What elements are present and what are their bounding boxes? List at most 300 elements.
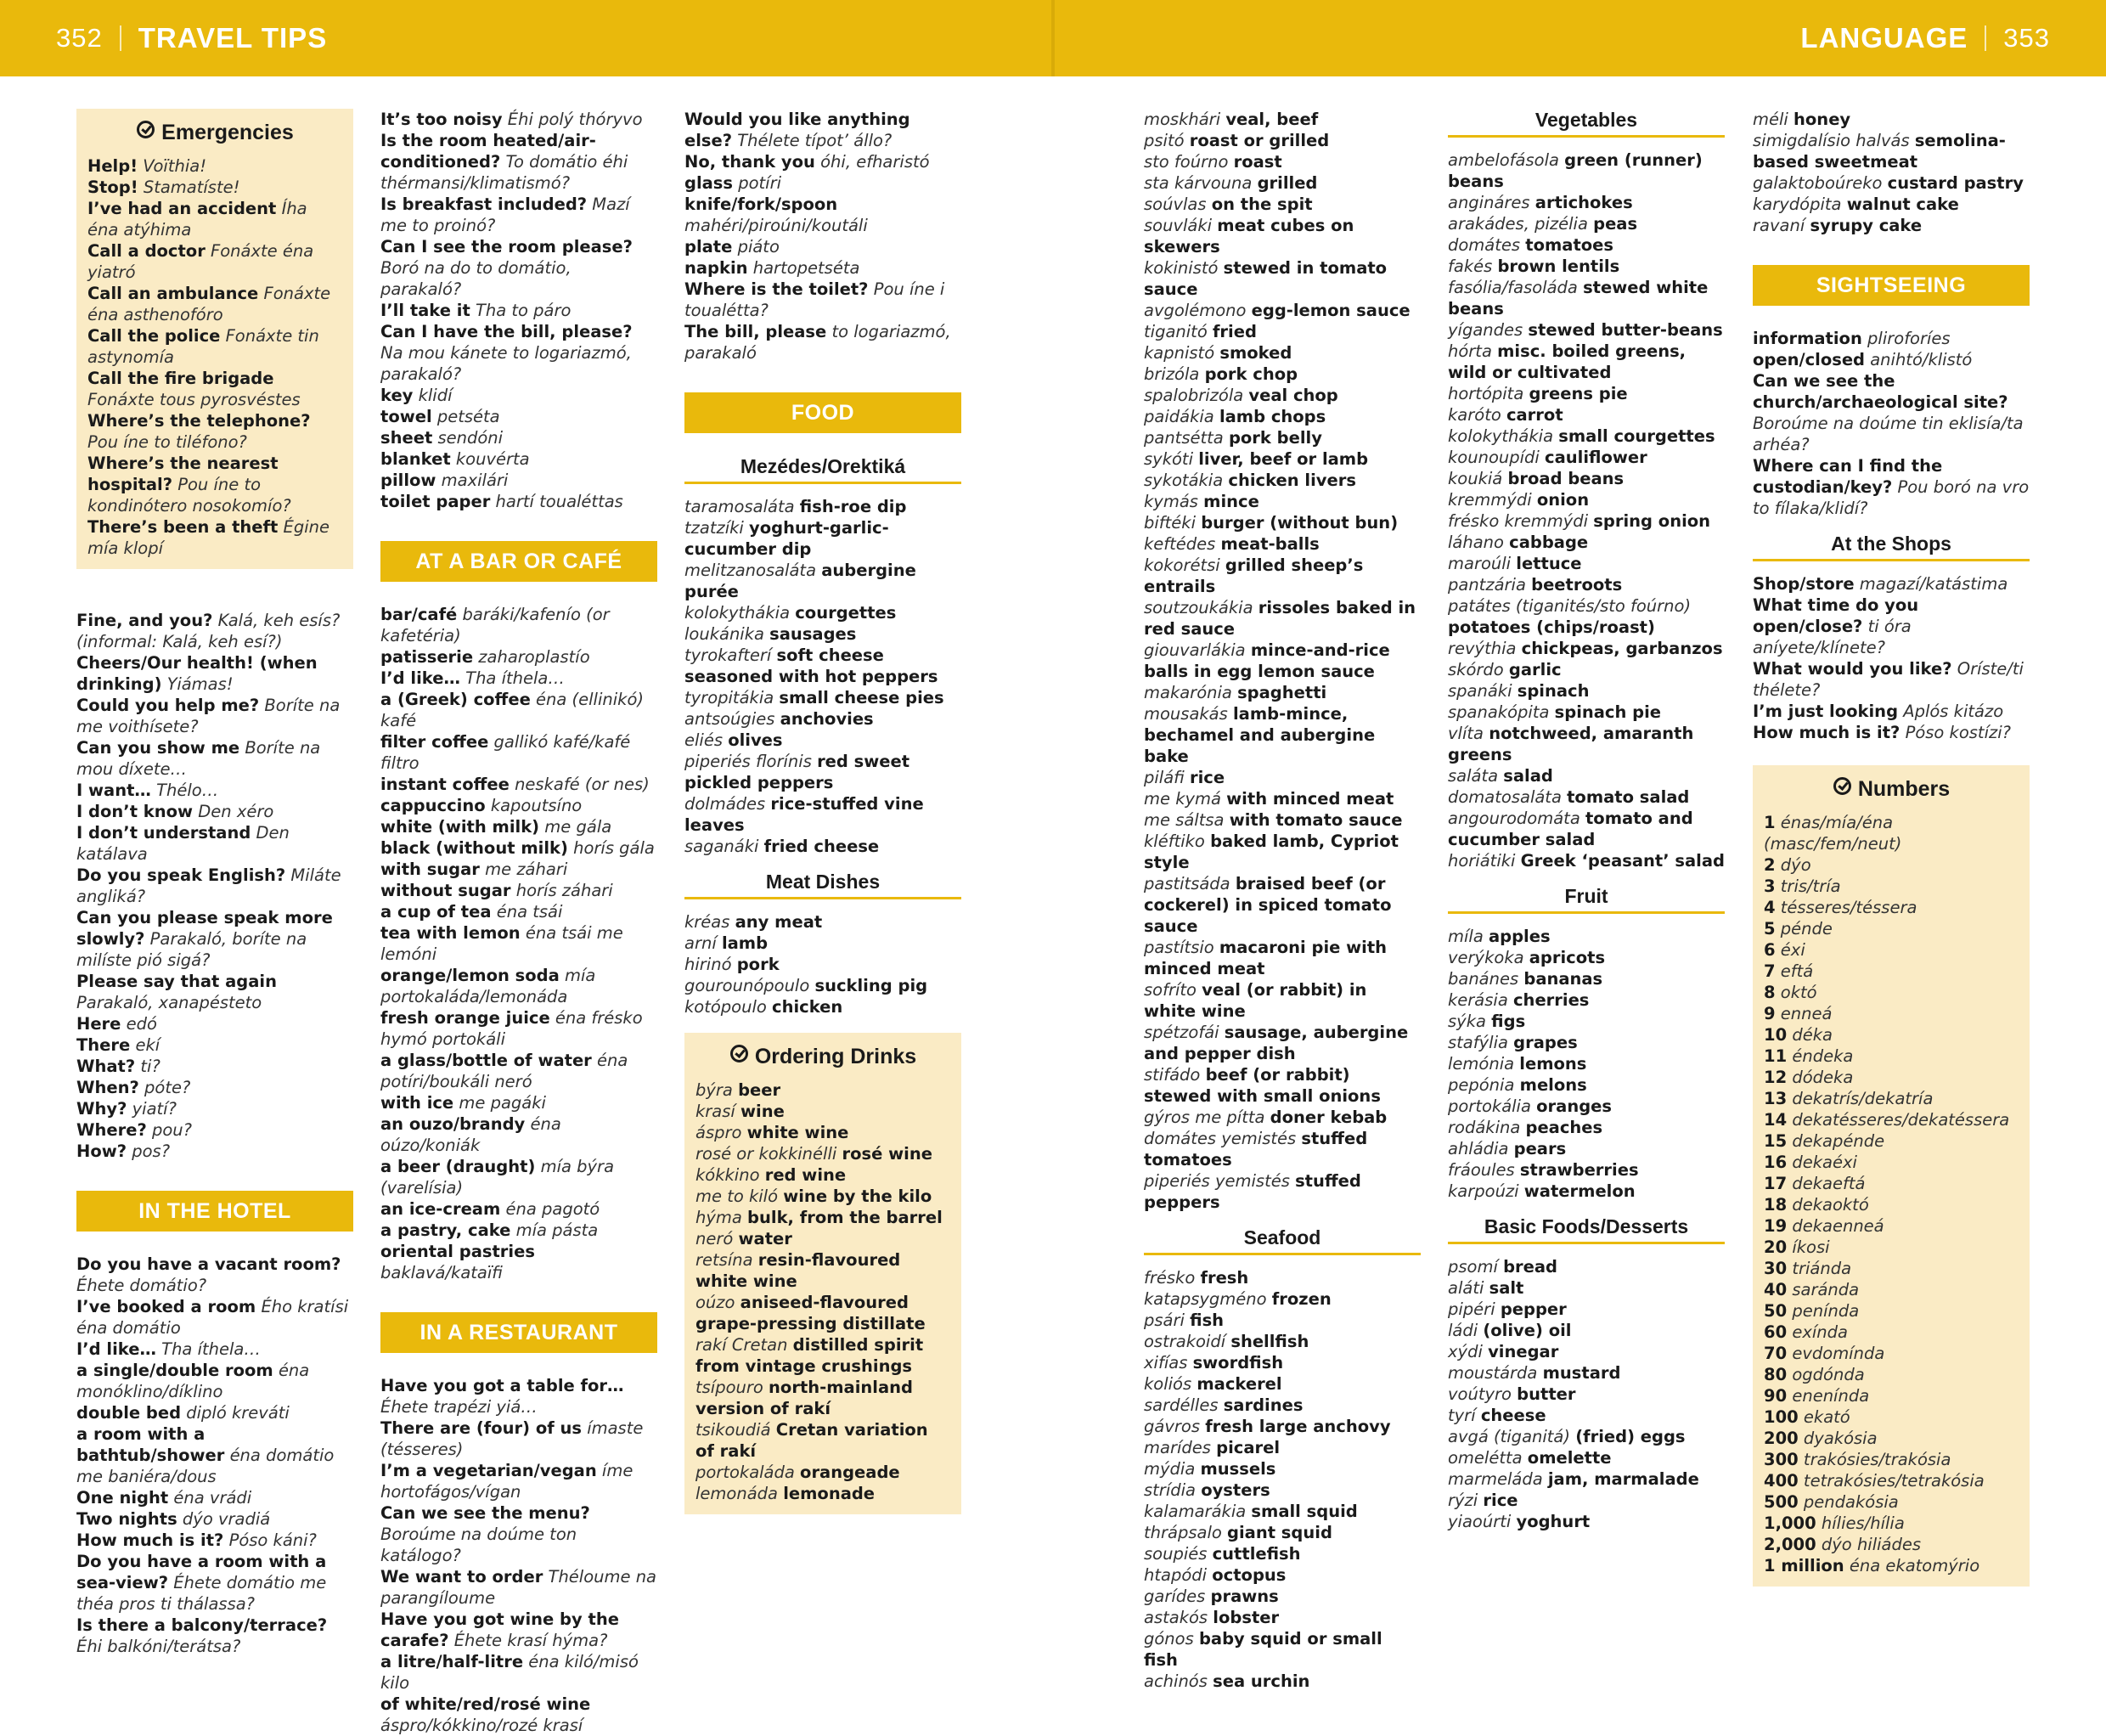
vocab-entry [1144, 1267, 1421, 1288]
greek-text: katapsygméno [1144, 1289, 1267, 1309]
vocab-entry [1448, 1096, 1725, 1117]
emergencies-box [76, 109, 353, 569]
phrase-entry [76, 1551, 353, 1615]
greek-text: me to kiló [695, 1186, 779, 1206]
english-text: lamb-mince, bechamel and aubergine bake [1144, 704, 1376, 766]
greek-text: angourodomáta [1448, 809, 1580, 828]
english-text: I don’t know [76, 802, 194, 821]
greek-text: penínda [1792, 1301, 1860, 1321]
english-text: an ouzo/brandy [380, 1114, 526, 1134]
english-text: anchovies [780, 709, 874, 729]
vocab-entry [1448, 213, 1725, 234]
vocab-entry [1448, 149, 1725, 192]
english-text: How? [76, 1141, 127, 1161]
english-text: onion [1536, 490, 1590, 510]
vocab-entry [1448, 723, 1725, 765]
english-text: The bill, please [684, 322, 827, 341]
greek-text: me sáltsa [1144, 810, 1225, 830]
greek-text: ogdónda [1792, 1365, 1865, 1384]
english-text: 90 [1764, 1386, 1788, 1406]
number-entry [1764, 897, 2019, 918]
number-entry [1764, 961, 2019, 982]
phrase-entry [76, 1487, 353, 1508]
header-bar [0, 0, 2106, 76]
vocab-entry [1448, 1181, 1725, 1202]
english-text: 14 [1764, 1110, 1788, 1130]
vocab-entry [1144, 788, 1421, 809]
number-entry [1764, 1513, 2019, 1534]
english-text: an ice-cream [380, 1199, 501, 1219]
english-text: Where’s the telephone? [87, 411, 311, 431]
greek-text: kerásia [1448, 990, 1508, 1010]
greek-text: býra [695, 1080, 733, 1100]
vocab-entry [1448, 426, 1725, 447]
english-text: oranges [1536, 1096, 1612, 1116]
greek-text: saláta [1448, 766, 1499, 786]
greek-text: éna tsái [496, 902, 563, 922]
vocab-entry [1144, 151, 1421, 172]
english-text: swordfish [1192, 1353, 1284, 1372]
english-text: key [380, 386, 414, 405]
greek-text: To domátio éhi thérmansi/klimatismó? [380, 152, 628, 193]
english-text: 6 [1764, 940, 1776, 960]
vocab-entry [1448, 489, 1725, 510]
greek-text: Fonáxte tous pyrosvéstes [87, 390, 301, 409]
number-entry [1764, 1449, 2019, 1470]
greek-text: maxilári [441, 471, 509, 490]
greek-text: brizóla [1144, 364, 1200, 384]
greek-text: sykotákia [1144, 471, 1224, 490]
greek-text: frésko kremmýdi [1448, 511, 1589, 531]
greek-text: októ [1780, 983, 1817, 1002]
english-text: bar/café [380, 605, 458, 624]
greek-text: Fonáxte éna asthenofóro [87, 284, 331, 324]
greek-text: neskafé (or nes) [515, 775, 650, 794]
right-page-number: 353 [2003, 23, 2050, 53]
greek-text: ládi [1448, 1321, 1478, 1340]
english-text: with minced meat [1226, 789, 1394, 809]
greek-text: tsikoudiá [695, 1420, 771, 1440]
column-5 [1448, 109, 1725, 1532]
vocab-entry [1448, 808, 1725, 850]
greek-text: Voïthia! [143, 156, 207, 176]
phrase-entry [76, 1056, 353, 1077]
english-text: blanket [380, 449, 451, 469]
greek-text: angináres [1448, 193, 1530, 212]
greek-text: rodákina [1448, 1118, 1521, 1137]
vocab-entry [1144, 597, 1421, 640]
phrase-entry [87, 410, 343, 453]
english-text: with tomato sauce [1229, 810, 1403, 830]
english-text: sea urchin [1213, 1671, 1310, 1691]
greek-text: banánes [1448, 969, 1519, 989]
vocab-entry [1144, 364, 1421, 385]
greek-text: loukánika [684, 624, 764, 644]
vocab-entry [1144, 682, 1421, 703]
english-text: salt [1489, 1278, 1524, 1298]
greek-text: Boroúme na doúme ton katálogo? [380, 1525, 577, 1565]
phrase-entry [380, 1113, 657, 1156]
english-text: giant squid [1227, 1523, 1332, 1542]
phrase-entry [380, 1502, 657, 1566]
english-text: patisserie [380, 647, 474, 667]
english-text: rice [1483, 1491, 1518, 1510]
greek-text: mousakás [1144, 704, 1228, 724]
english-text: 100 [1764, 1407, 1799, 1427]
greek-text: ti óra aníyete/klínete? [1753, 617, 1912, 657]
greek-text: karpoúzi [1448, 1181, 1519, 1201]
vocab-entry [684, 836, 961, 857]
greek-text: trakósies/trakósia [1803, 1450, 1951, 1469]
number-entry [1764, 1322, 2019, 1343]
phrase-entry [76, 1296, 353, 1339]
phrase-entry [380, 1460, 657, 1502]
english-text: courgettes [795, 603, 897, 623]
english-text: greens pie [1529, 384, 1628, 403]
english-text: water [738, 1229, 792, 1248]
vocab-entry [1448, 1074, 1725, 1096]
phrase-entry [380, 604, 657, 646]
vocab-entry [684, 793, 961, 836]
phrase-entry [380, 1092, 657, 1113]
vocab-entry [1753, 194, 2030, 215]
english-text: toilet paper [380, 492, 491, 511]
english-text: olives [728, 730, 783, 750]
vocab-entry [1448, 926, 1725, 947]
greek-text: Parakaló, xanapésteto [76, 993, 262, 1012]
vocab-entry [695, 1079, 951, 1101]
greek-text: dekapénde [1792, 1131, 1885, 1151]
english-text: What? [76, 1057, 136, 1076]
greek-text: maroúli [1448, 554, 1512, 573]
english-text: fresh [1200, 1268, 1249, 1288]
greek-text: gávros [1144, 1417, 1200, 1436]
phrase-entry [380, 837, 657, 859]
vocab-entry [1448, 1138, 1725, 1159]
phrase-entry [87, 516, 343, 559]
english-text: veal, beef [1225, 110, 1319, 129]
greek-text: hýma [695, 1208, 742, 1227]
phrase-entry [684, 257, 961, 279]
greek-text: pepónia [1448, 1075, 1515, 1095]
greek-text: éna ekatomýrio [1849, 1556, 1980, 1575]
english-text: yoghurt-garlic-cucumber dip [684, 518, 889, 559]
phrase-entry [87, 453, 343, 516]
greek-text: evdomínda [1792, 1344, 1885, 1363]
number-entry [1764, 1237, 2019, 1258]
english-text: bananas [1523, 969, 1603, 989]
greek-text: éna monóklino/díklino [76, 1361, 310, 1401]
english-text: with ice [380, 1093, 454, 1113]
english-text: stewed butter-beans [1528, 320, 1723, 340]
vocab-entry [1144, 1331, 1421, 1352]
greek-text: Póso káni? [228, 1530, 317, 1550]
greek-text: Pou íne i toualétta? [684, 279, 945, 320]
greek-text: taramosaláta [684, 497, 795, 516]
greek-text: gónos [1144, 1629, 1194, 1649]
greek-text: Éhete domátio me théa pros ti thálassa? [76, 1573, 327, 1614]
english-text: fresh orange juice [380, 1008, 550, 1028]
phrase-entry [380, 689, 657, 731]
vocab-entry [1448, 1341, 1725, 1362]
english-text: Would you like anything else? [684, 110, 910, 150]
check-circle-icon [137, 121, 155, 138]
greek-text: me pagáki [459, 1093, 546, 1113]
vocab-entry [1448, 1277, 1725, 1299]
vocab-entry [1448, 1426, 1725, 1447]
greek-text: me gála [544, 817, 612, 837]
phrase-entry [1753, 701, 2030, 722]
phrase-entry [684, 321, 961, 364]
english-text: notchweed, amaranth greens [1448, 724, 1694, 764]
vocab-entry [1448, 1362, 1725, 1384]
phrase-entry [76, 737, 353, 780]
english-text: Help! [87, 156, 138, 176]
phrase-entry [76, 695, 353, 737]
greek-text: sofríto [1144, 980, 1197, 1000]
greek-text: lemónia [1448, 1054, 1515, 1074]
english-text: (olive) oil [1483, 1321, 1572, 1340]
seafood-subheading: Seafood [1144, 1226, 1421, 1255]
greek-text: pliroforíes [1867, 329, 1951, 348]
english-text: honey [1793, 110, 1851, 129]
english-text: aniseed-flavoured grape-pressing distillate [695, 1293, 926, 1333]
greek-text: horís gála [573, 838, 655, 858]
header-separator [1985, 25, 1986, 51]
english-text: rosé wine [842, 1144, 932, 1164]
greek-text: eliés [684, 730, 723, 750]
english-text: smoked [1219, 343, 1292, 363]
phrase-entry [684, 236, 961, 257]
greek-text: Íha éna atýhima [87, 199, 307, 240]
number-entry [1764, 918, 2019, 939]
phrase-entry [87, 177, 343, 198]
vocab-entry [1144, 809, 1421, 831]
greek-text: dipló kreváti [186, 1403, 290, 1423]
english-text: What would you like? [1753, 659, 1952, 679]
greek-text: Éhi balkóni/terátsa? [76, 1637, 241, 1656]
vocab-entry [1753, 109, 2030, 130]
vocab-entry [1448, 468, 1725, 489]
vocab-entry [1448, 1299, 1725, 1320]
greek-text: dekatésseres/dekatéssera [1792, 1110, 2010, 1130]
english-text: There’s been a theft [87, 517, 279, 537]
number-entry [1764, 812, 2019, 854]
english-text: Do you speak English? [76, 865, 286, 885]
english-text: grapes [1513, 1033, 1578, 1052]
number-entry [1764, 1046, 2019, 1067]
english-text: 2,000 [1764, 1535, 1816, 1554]
phrase-entry [76, 1034, 353, 1056]
greek-text: astakós [1144, 1608, 1208, 1627]
mezedes-subheading: Mezédes/Orektiká [684, 455, 961, 484]
vocab-entry [695, 1143, 951, 1164]
greek-text: sta kárvouna [1144, 173, 1253, 193]
english-text: tomatoes [1525, 235, 1614, 255]
vocab-entry [1144, 448, 1421, 470]
vocab-entry [684, 517, 961, 560]
english-text: bread [1503, 1257, 1558, 1277]
english-text: a glass/bottle of water [380, 1051, 592, 1070]
greek-text: éna vrádi [173, 1488, 252, 1508]
phrase-entry [380, 1241, 657, 1283]
number-entry [1764, 1152, 2019, 1173]
greek-text: moustárda [1448, 1363, 1538, 1383]
english-text: napkin [684, 258, 748, 278]
english-text: cauliflower [1545, 448, 1647, 467]
english-text: 15 [1764, 1131, 1788, 1151]
greek-text: Parakaló, boríte na milíste pió sigá? [76, 929, 307, 970]
english-text: How much is it? [1753, 723, 1900, 742]
greek-text: xýdi [1448, 1342, 1483, 1361]
greek-text: baráki/kafenío (or kafetéria) [380, 605, 610, 645]
greek-text: rosé or kokkinélli [695, 1144, 837, 1164]
greek-text: sardélles [1144, 1395, 1219, 1415]
greek-text: domátes [1448, 235, 1521, 255]
english-text: a beer (draught) [380, 1157, 536, 1176]
english-text: 1,000 [1764, 1513, 1816, 1533]
greek-text: galaktoboúreko [1753, 173, 1883, 193]
greek-text: karydópita [1753, 194, 1842, 214]
english-text: omelette [1527, 1448, 1612, 1468]
vocab-entry [1448, 638, 1725, 659]
vocab-entry [1753, 215, 2030, 236]
english-text: Call an ambulance [87, 284, 259, 303]
english-text: No, thank you [684, 152, 815, 172]
english-text: I’ve booked a room [76, 1297, 256, 1316]
vocab-entry [1144, 1352, 1421, 1373]
phrase-entry [380, 859, 657, 880]
greek-text: rýzi [1448, 1491, 1478, 1510]
vocab-entry [1144, 873, 1421, 937]
english-text: Where’s the nearest hospital? [87, 454, 279, 494]
greek-text: Tha to páro [475, 301, 572, 320]
check-circle-icon [1833, 777, 1851, 795]
english-text: melons [1519, 1075, 1587, 1095]
greek-text: kapoutsíno [490, 796, 583, 815]
vocab-entry [1144, 1170, 1421, 1213]
greek-text: strídia [1144, 1480, 1196, 1500]
english-text: Can we see the menu? [380, 1503, 590, 1523]
vocab-entry [1448, 532, 1725, 553]
vocab-entry [1144, 1288, 1421, 1310]
greek-text: pastítsio [1144, 938, 1214, 957]
english-text: egg-lemon sauce [1251, 301, 1411, 320]
english-text: a litre/half-litre [380, 1652, 524, 1671]
english-text: fried [1212, 322, 1257, 341]
vocab-entry [695, 1101, 951, 1122]
vocab-entry [1144, 1107, 1421, 1128]
english-text: spinach pie [1554, 702, 1662, 722]
in-a-restaurant-heading: IN A RESTAURANT [380, 1312, 657, 1353]
english-text: Have you got a table for… [380, 1376, 624, 1395]
phrase-entry [684, 151, 961, 172]
english-text: red wine [764, 1165, 847, 1185]
english-text: misc. boiled greens, wild or cultivated [1448, 341, 1686, 382]
english-text: chicken [772, 997, 843, 1017]
greek-text: fakés [1448, 256, 1493, 276]
english-text: lettuce [1516, 554, 1582, 573]
phrase-entry [76, 610, 353, 652]
greek-text: Égine mía klopí [87, 517, 330, 558]
english-text: fried cheese [763, 837, 880, 856]
english-text: 60 [1764, 1322, 1788, 1342]
phrase-entry [76, 1615, 353, 1657]
greek-text: hortópita [1448, 384, 1524, 403]
greek-text: garídes [1144, 1587, 1206, 1606]
english-text: watermelon [1523, 1181, 1636, 1201]
vocab-entry [684, 975, 961, 996]
vocab-entry [1448, 1053, 1725, 1074]
english-text: 11 [1764, 1046, 1788, 1066]
english-text: cherries [1513, 990, 1590, 1010]
greek-text: spanáki [1448, 681, 1512, 701]
phrase-entry [76, 1077, 353, 1098]
greek-text: rakí Cretan [695, 1335, 788, 1355]
vocab-entry [1144, 1543, 1421, 1564]
vocab-entry [1448, 234, 1725, 256]
english-text: Can I see the room please? [380, 237, 633, 256]
english-text: beetroots [1531, 575, 1623, 595]
greek-text: kounoupídi [1448, 448, 1540, 467]
english-text: beer [738, 1080, 781, 1100]
phrase-entry [1753, 455, 2030, 519]
greek-text: íkosi [1792, 1237, 1830, 1257]
english-text: 300 [1764, 1450, 1799, 1469]
vocab-entry [1144, 533, 1421, 555]
english-text: mussels [1200, 1459, 1276, 1479]
vocab-entry [1448, 319, 1725, 341]
phrase-entry [76, 1141, 353, 1162]
phrase-entry [1753, 722, 2030, 743]
phrase-entry [87, 155, 343, 177]
phrase-entry [1753, 349, 2030, 370]
greek-text: skórdo [1448, 660, 1504, 679]
greek-text: krasí [695, 1102, 735, 1121]
phrase-entry [380, 300, 657, 321]
greek-text: Théloume na parangíloume [380, 1567, 657, 1608]
english-text: black (without milk) [380, 838, 568, 858]
english-text: semolina-based sweetmeat [1753, 131, 2006, 172]
greek-text: tiganitó [1144, 322, 1208, 341]
english-text: sheet [380, 428, 433, 448]
vocab-entry [1144, 215, 1421, 257]
vocab-entry [1144, 194, 1421, 215]
phrase-entry [380, 427, 657, 448]
english-text: brown lentils [1497, 256, 1620, 276]
greek-text: éna frésko hymó portokáli [380, 1008, 643, 1049]
greek-text: tsípouro [695, 1378, 763, 1397]
greek-text: arní [684, 933, 717, 953]
greek-text: piperiés florínis [684, 752, 812, 771]
english-text: It’s too noisy [380, 110, 503, 129]
greek-text: to logariazmó, parakaló [684, 322, 951, 363]
greek-text: saránda [1792, 1280, 1860, 1299]
english-text: Stop! [87, 178, 138, 197]
english-text: I’m just looking [1753, 702, 1899, 721]
greek-text: Tha íthela… [161, 1339, 261, 1359]
english-text: baked lamb, Cypriot style [1144, 831, 1399, 872]
greek-text: tyrí [1448, 1406, 1476, 1425]
english-text: filter coffee [380, 732, 489, 752]
vocab-entry [1144, 512, 1421, 533]
vocab-entry [1144, 427, 1421, 448]
english-text: orangeade [800, 1463, 900, 1482]
phrase-entry [380, 1220, 657, 1241]
english-text: I’d like… [380, 668, 460, 688]
greek-text: omeléttа [1448, 1448, 1523, 1468]
greek-text: edó [126, 1014, 157, 1034]
